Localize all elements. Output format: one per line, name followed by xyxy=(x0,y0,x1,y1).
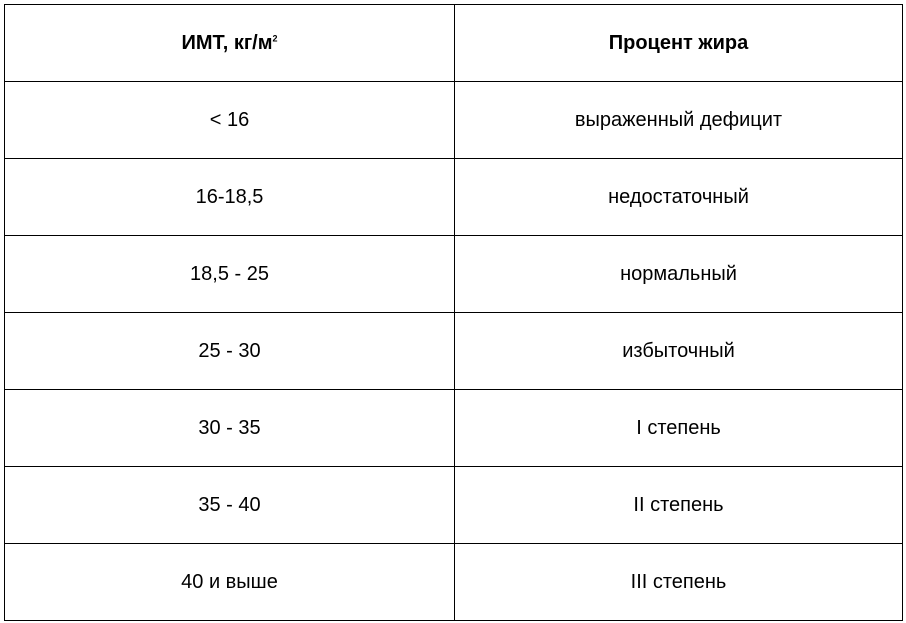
cell-fat: недостаточный xyxy=(455,159,903,236)
cell-fat: III степень xyxy=(455,544,903,621)
cell-fat: II степень xyxy=(455,467,903,544)
table-row xyxy=(5,390,903,467)
cell-bmi: 16-18,5 xyxy=(5,159,455,236)
header-bmi xyxy=(5,5,455,82)
cell-fat: избыточный xyxy=(455,313,903,390)
cell-fat: I степень xyxy=(455,390,903,467)
cell-fat: выраженный дефицит xyxy=(455,82,903,159)
cell-bmi: 18,5 - 25 xyxy=(5,236,455,313)
header-bmi-superscript: 2 xyxy=(272,32,278,43)
table-row xyxy=(5,467,903,544)
cell-fat: нормальный xyxy=(455,236,903,313)
header-fat-percent: Процент жира xyxy=(455,5,903,82)
cell-bmi: < 16 xyxy=(5,82,455,159)
header-bmi-text: ИМТ, кг/м xyxy=(181,31,273,54)
table-row xyxy=(5,159,903,236)
cell-bmi: 30 - 35 xyxy=(5,390,455,467)
table-row xyxy=(5,313,903,390)
bmi-table xyxy=(4,4,903,621)
cell-bmi: 35 - 40 xyxy=(5,467,455,544)
cell-bmi: 40 и выше xyxy=(5,544,455,621)
table-row xyxy=(5,236,903,313)
table-header-row xyxy=(5,5,903,82)
table-row xyxy=(5,544,903,621)
cell-bmi: 25 - 30 xyxy=(5,313,455,390)
table-row xyxy=(5,82,903,159)
